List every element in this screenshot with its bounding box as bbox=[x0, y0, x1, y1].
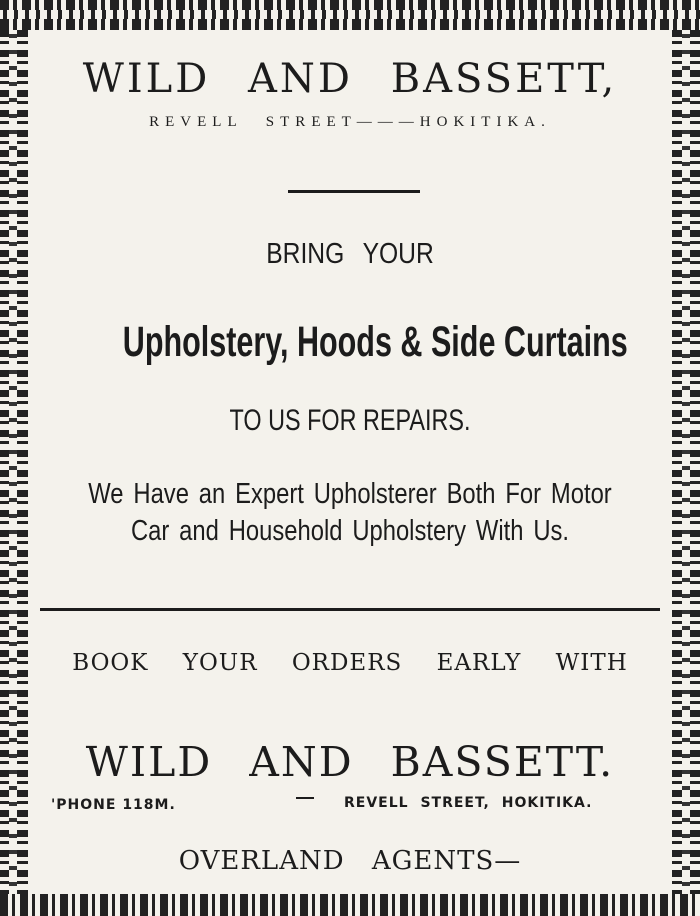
phone-number: 'PHONE 118M. bbox=[51, 797, 176, 813]
border-right bbox=[672, 30, 700, 894]
repairs-text: TO US FOR REPAIRS. bbox=[229, 404, 471, 437]
street-address: REVELL STREET, HOKITIKA. bbox=[344, 795, 593, 811]
short-divider bbox=[288, 190, 420, 193]
border-bottom bbox=[0, 894, 700, 916]
firm-name-heading: WILD AND BASSETT, bbox=[82, 56, 618, 102]
services-headline: Upholstery, Hoods & Side Curtains bbox=[122, 318, 628, 366]
book-orders-text: BOOK YOUR ORDERS EARLY WITH bbox=[72, 650, 628, 676]
border-left bbox=[0, 30, 28, 894]
border-top bbox=[0, 0, 700, 30]
expert-line-1: We Have an Expert Upholsterer Both For Motor bbox=[88, 478, 612, 510]
bring-your-text: BRING YOUR bbox=[266, 238, 434, 270]
dash-mark bbox=[296, 797, 314, 799]
address-line: REVELL STREET———HOKITIKA. bbox=[149, 114, 551, 130]
expert-line-2: Car and Household Upholstery With Us. bbox=[130, 515, 570, 547]
long-divider bbox=[40, 608, 660, 611]
overland-agents-text: OVERLAND AGENTS— bbox=[178, 846, 522, 876]
firm-name-footer: WILD AND BASSETT. bbox=[85, 738, 615, 786]
